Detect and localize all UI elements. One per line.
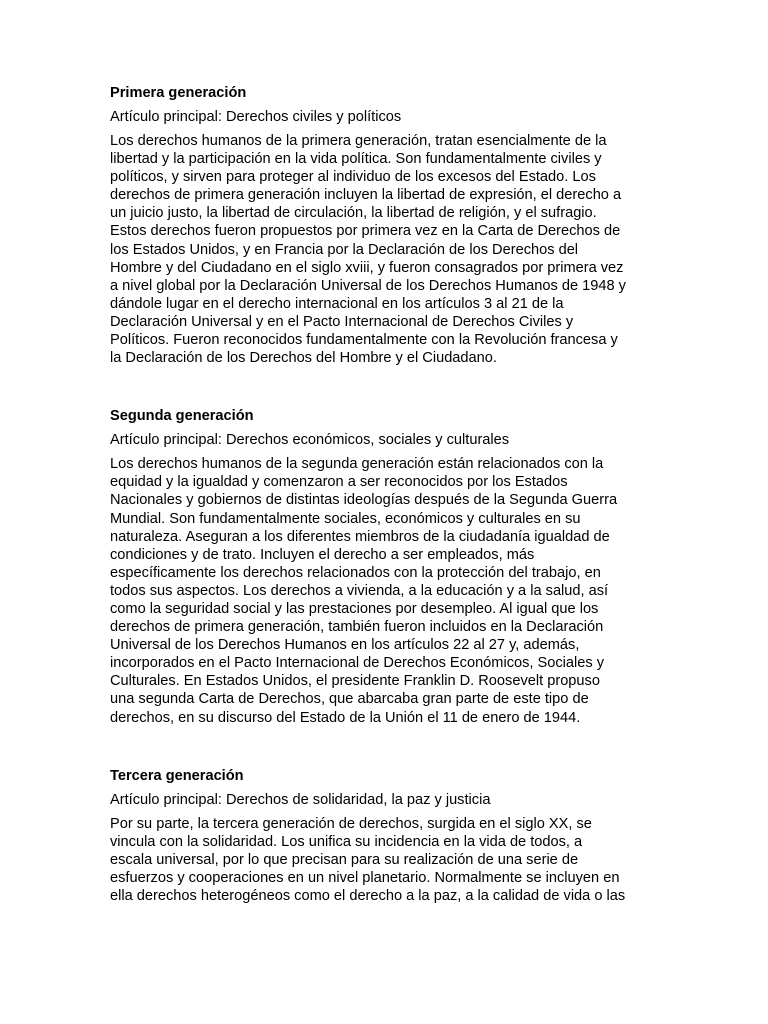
section-primera-generacion (110, 84, 662, 367)
main-article-note: Artículo principal: Derechos de solidaridad, la paz y justicia (110, 791, 491, 808)
section-paragraph: Los derechos humanos de la segunda generación están relacionados con la equidad y la igualdad y comenzaron a ser reconocidos por los Estados Nacionales y gobiernos de distintas ideologías después de la Segunda Guerra Mundial. Son fundamentalmente sociales, económicos y culturales en su naturaleza. Aseguran a los diferentes miembros de la ciudadanía igualdad de condiciones y de trato. Incluyen el derecho a ser empleados, más específicamente los derechos relacionados con la protección del trabajo, en todos sus aspectos. Los derechos a vivienda, a la educación y a la salud, así como la seguridad social y las prestaciones por desempleo. Al igual que los derechos de primera generación, también fueron incluidos en la Declaración Universal de los Derechos Humanos en los artículos 22 al 27 y, además, incorporados en el Pacto Internacional de Derechos Económicos, Sociales y Culturales. En Estados Unidos, el presidente Franklin D. Roosevelt propuso una segunda Carta de Derechos, que abarcaba gran parte de este tipo de derechos, en su discurso del Estado de la Unión el 11 de enero de 1944. (110, 456, 618, 726)
section-tercera-generacion (110, 767, 662, 905)
section-spacer (110, 727, 662, 767)
section-spacer (110, 367, 662, 407)
section-heading: Primera generación (110, 85, 247, 101)
section-heading: Tercera generación (110, 767, 244, 784)
section-paragraph: Los derechos humanos de la primera generación, tratan esencialmente de la libertad y la participación en la vida política. Son fundamentalmente civiles y políticos, y sirven para proteger al individuo de los excesos del Estado. Los derechos de primera generación incluyen la libertad de expresión, el derecho a un juicio justo, la libertad de circulación, la libertad de religión, y el sufragio. Estos derechos fueron propuestos por primera vez en la Carta de Derechos de los Estados Unidos, y en Francia por la Declaración de los Derechos del Hombre y del Ciudadano en el siglo xviii, y fueron consagrados por primera vez a nivel global por la Declaración Universal de los Derechos Humanos de 1948 y dándole lugar en el derecho internacional en los artículos 3 al 21 de la Declaración Universal y en el Pacto Internacional de Derechos Civiles y Políticos. Fueron reconocidos fundamentalmente con la Revolución francesa y la Declaración de los Derechos del Hombre y el Ciudadano. (110, 133, 626, 367)
section-heading: Segunda generación (110, 408, 254, 425)
section-segunda-generacion (110, 407, 662, 726)
main-article-note: Artículo principal: Derechos económicos, sociales y culturales (110, 432, 510, 449)
document-page (110, 84, 662, 905)
section-paragraph: Por su parte, la tercera generación de derechos, surgida en el siglo XX, se vincula con la solidaridad. Los unifica su incidencia en la vida de todos, a escala universal, por lo que precisan para su realización de una serie de esfuerzos y cooperaciones en un nivel planetario. Normalmente se incluyen en ella derechos heterogéneos como el derecho a la paz, a la calidad de vida o las (110, 815, 626, 904)
main-article-note: Artículo principal: Derechos civiles y políticos (110, 109, 402, 125)
